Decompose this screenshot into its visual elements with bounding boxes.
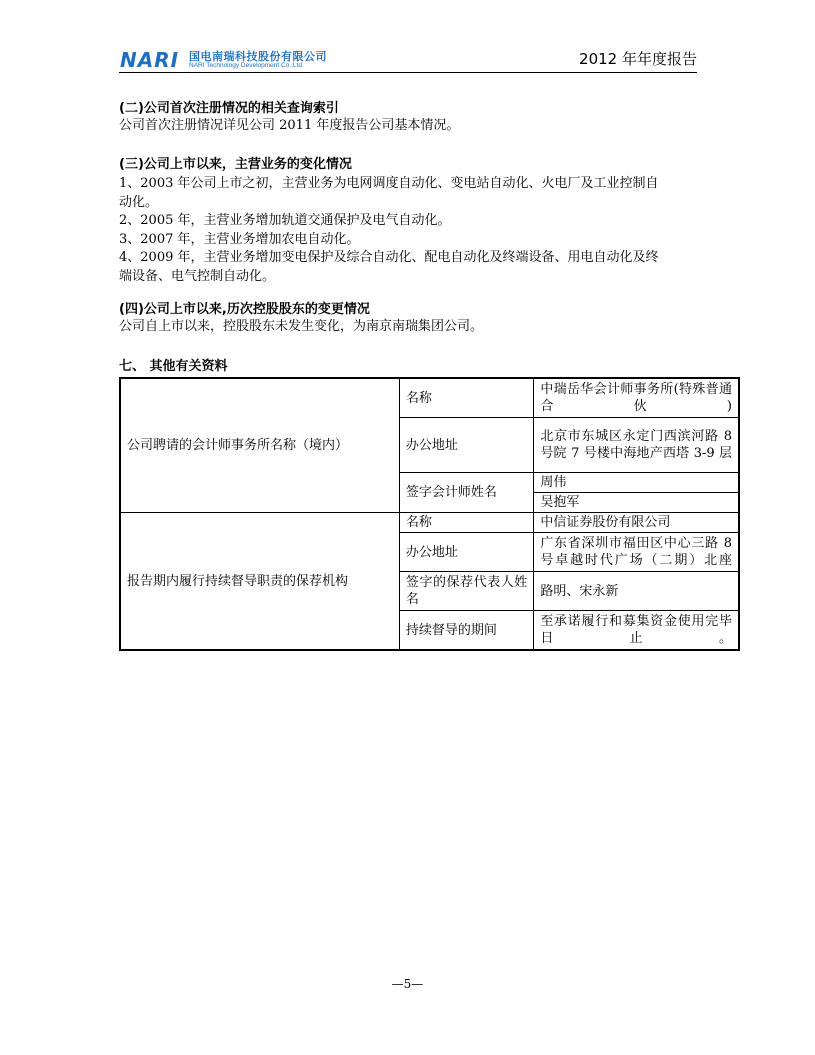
logo-nari-text: NARI xyxy=(120,48,180,72)
section-2-heading: (二)公司首次注册情况的相关查询索引 xyxy=(119,101,339,116)
section-2-text: 公司首次注册情况详见公司 2011 年度报告公司基本情况。 xyxy=(119,118,460,133)
sponsor-label-cell: 报告期内履行持续督导职责的保荐机构 xyxy=(120,513,399,651)
sponsor-address-value: 广东省深圳市福田区中心三路 8 号卓越时代广场（二期）北座 xyxy=(534,533,739,572)
report-title: 2012 年年度报告 xyxy=(579,50,697,68)
section-3-line: 2、2005 年，主营业务增加轨道交通保护及电气自动化。 xyxy=(119,213,451,228)
section-4-text: 公司自上市以来，控股股东未发生变化，为南京南瑞集团公司。 xyxy=(119,319,484,334)
auditor-name-value: 中瑞岳华会计师事务所(特殊普通合伙) xyxy=(534,378,739,418)
section-3-body xyxy=(119,175,699,286)
auditor-address-label: 办公地址 xyxy=(399,418,533,473)
other-info-table xyxy=(119,377,740,651)
sponsor-period-label: 持续督导的期间 xyxy=(399,611,533,651)
section-3-line: 1、2003 年公司上市之初，主营业务为电网调度自动化、变电站自动化、火电厂及工业控制自 xyxy=(119,176,659,191)
auditor-signer-label: 签字会计师姓名 xyxy=(399,473,533,513)
section-3-line: 端设备、电气控制自动化。 xyxy=(119,268,276,284)
section-4-heading: (四)公司上市以来,历次控股股东的变更情况 xyxy=(119,302,370,317)
section-3-line: 动化。 xyxy=(119,194,159,210)
page-header xyxy=(119,44,697,73)
auditor-address-value: 北京市东城区永定门西滨河路 8 号院 7 号楼中海地产西塔 3-9 层 xyxy=(534,418,739,473)
section-7-heading: 七、 其他有关资料 xyxy=(119,359,228,374)
logo-chinese-name: 国电南瑞科技股份有限公司 xyxy=(189,50,327,63)
auditor-label-cell: 公司聘请的会计师事务所名称（境内） xyxy=(120,378,399,513)
sponsor-address-label: 办公地址 xyxy=(399,533,533,572)
sponsor-rep-label: 签字的保荐代表人姓名 xyxy=(399,572,533,611)
logo-english-name: NARI Technology Development Co.,Ltd. xyxy=(189,62,304,69)
section-3-line: 3、2007 年，主营业务增加农电自动化。 xyxy=(119,231,360,247)
auditor-signer-1: 周伟 xyxy=(534,473,739,493)
section-3-heading: (三)公司上市以来，主营业务的变化情况 xyxy=(119,157,352,172)
sponsor-name-label: 名称 xyxy=(399,513,533,533)
section-3-line: 4、2009 年，主营业务增加变电保护及综合自动化、配电自动化及终端设备、用电自动化及终 xyxy=(119,250,659,265)
table-row xyxy=(120,378,739,418)
sponsor-period-value: 至承诺履行和募集资金使用完毕日止。 xyxy=(534,611,739,651)
sponsor-rep-value: 路明、宋永新 xyxy=(534,572,739,611)
page-number: —5— xyxy=(391,977,424,991)
auditor-signer-2: 吴抱军 xyxy=(534,493,739,513)
sponsor-name-value: 中信证券股份有限公司 xyxy=(534,513,739,533)
table-row xyxy=(120,513,739,533)
auditor-name-label: 名称 xyxy=(399,378,533,418)
